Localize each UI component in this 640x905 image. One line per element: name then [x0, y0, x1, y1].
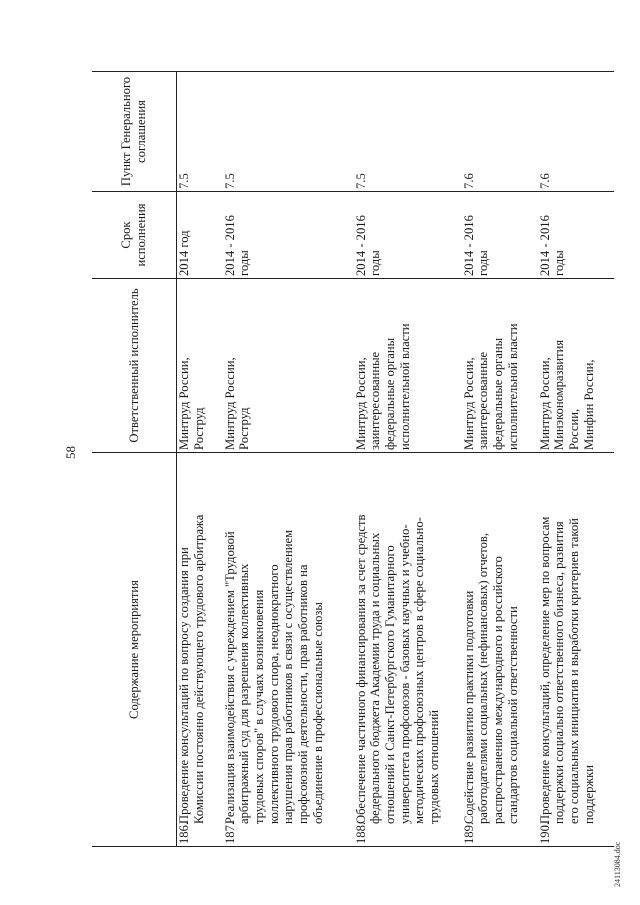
header-term: Срок исполнения	[92, 192, 177, 279]
row-number: 186.	[177, 821, 191, 844]
row-clause: 7.5	[223, 72, 354, 192]
row-term: 2014 - 2016 годы	[462, 192, 538, 279]
table-row	[462, 72, 538, 847]
row-number: 190.	[537, 821, 552, 844]
row-number: 189.	[461, 821, 476, 844]
row-number: 188.	[353, 821, 368, 844]
table-row	[538, 72, 614, 847]
row-executor: Минтруд России, Минэкономразвития России, Минфин России,	[538, 279, 614, 453]
row-clause: 7.5	[354, 72, 462, 192]
row-content: 189.Содействие развитию практики подготовки работодателями социальных (нефинансовых) отчетов, распространению международного и российского стандартов социальной ответственности	[462, 453, 538, 847]
row-content: 187.Реализация взаимодействия с учреждением "Трудовой арбитражный суд для разрешения коллективных трудовых споров" в случаях возникновения коллективного трудового спора, неоднократного нарушения прав работников в связи с осуществлением профсоюзной деятельности, прав работников на объединение в профессиональные союзы	[223, 453, 354, 847]
row-clause: 7.6	[462, 72, 538, 192]
table-row	[223, 72, 354, 847]
header-content: Содержание мероприятия	[92, 453, 177, 847]
row-clause: 7.6	[538, 72, 614, 192]
row-executor: Минтруд России, заинтересованные федеральные органы исполнительной власти	[462, 279, 538, 453]
row-term: 2014 год	[177, 192, 223, 279]
row-content: 188.Обеспечение частичного финансирования за счет средств федерального бюджета Академии труда и социальных отношений и Санкт-Петербургского Гуманитарного университета профсоюзов - базовых научных и учебно- методических профсоюзных центров в сфере социально- трудовых отношений	[354, 453, 462, 847]
row-term: 2014 - 2016 годы	[538, 192, 614, 279]
table-row	[177, 72, 223, 847]
table-row	[354, 72, 462, 847]
row-executor: Минтруд России, Роструд	[177, 279, 223, 453]
row-clause: 7.5	[177, 72, 223, 192]
footer-filename: 24113084.doc	[613, 841, 622, 887]
page-number: 58	[63, 446, 78, 459]
table-header-row	[92, 72, 177, 847]
header-clause: Пункт Генерального соглашения	[92, 72, 177, 192]
row-executor: Минтруд России, Роструд	[223, 279, 354, 453]
row-term: 2014 - 2016 годы	[354, 192, 462, 279]
row-content: 186.Проведение консультаций по вопросу создания при Комиссии постоянно действующего трудового арбитража	[177, 453, 223, 847]
row-executor: Минтруд России, заинтересованные федеральные органы исполнительной власти	[354, 279, 462, 453]
row-content: 190.Проведение консультаций, определение мер по вопросам поддержки социально ответственного бизнеса, развития его социальных инициатив и выработки критериев такой поддержки	[538, 453, 614, 847]
row-number: 187.	[222, 821, 237, 844]
measures-table	[92, 71, 614, 847]
header-executor: Ответственный исполнитель	[92, 279, 177, 453]
row-term: 2014 - 2016 годы	[223, 192, 354, 279]
